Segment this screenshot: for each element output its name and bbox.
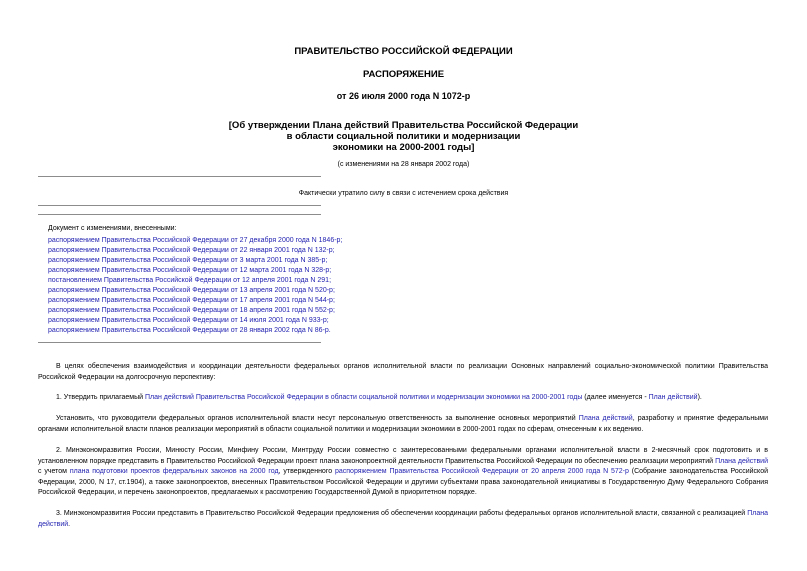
divider (38, 205, 321, 206)
intro-text: В целях обеспечения взаимодействия и координации деятельности федеральных органов исполнительной власти по реализации Основных направлений социально-экономической политики Правительства Российской Федерации на долгосрочную перспективу: (38, 363, 768, 381)
paragraph-text: , разработку и принятие федеральными органами исполнительной власти планов реализации мероприятий в области социальной политики и модернизации экономики в 2000-2001 годах по сферам, отнесенным к их ведению. (38, 415, 768, 433)
plan-short-link[interactable]: Плана действий (578, 415, 633, 422)
expired-note: Фактически утратило силу в связи с истечением срока действия (298, 190, 509, 197)
paragraph-text: с учетом (38, 468, 70, 475)
change-link[interactable]: распоряжением Правительства Российской Федерации от 14 июля 2001 года N 933-р; (48, 317, 329, 324)
change-link[interactable]: распоряжением Правительства Российской Федерации от 3 марта 2001 года N 385-р; (48, 257, 328, 264)
plan-link[interactable]: План действий Правительства Российской Федерации в области социальной политики и модернизации экономики на 2000-2001 годы (144, 394, 583, 401)
change-link[interactable]: постановлением Правительства Российской Федерации от 12 апреля 2001 года N 291; (48, 277, 332, 284)
change-link[interactable]: распоряжением Правительства Российской Федерации от 12 марта 2001 года N 328-р; (48, 267, 332, 274)
paragraph-text: , утвержденного (278, 468, 335, 475)
plan-short-link[interactable]: План действий (648, 394, 698, 401)
plan-short-link[interactable]: Плана действий (715, 457, 768, 465)
title-line-3: экономики на 2000-2001 годы] (332, 142, 475, 153)
paragraph-1 (38, 393, 768, 404)
paragraph-text: (далее именуется - (582, 394, 649, 401)
divider (38, 342, 321, 343)
document-type: РАСПОРЯЖЕНИЕ (362, 69, 445, 80)
change-link[interactable]: распоряжением Правительства Российской Федерации от 17 апреля 2001 года N 544-р; (48, 297, 335, 304)
paragraph-text: . (68, 520, 71, 528)
order-572-link[interactable]: распоряжением Правительства Российской Федерации от 20 апреля 2000 года N 572-р (334, 468, 629, 475)
intro-paragraph (38, 362, 768, 383)
changes-heading: Документ с изменениями, внесенными: (48, 225, 177, 232)
divider (38, 214, 321, 215)
change-link[interactable]: распоряжением Правительства Российской Федерации от 27 декабря 2000 года N 1846-р; (48, 237, 343, 244)
government-heading: ПРАВИТЕЛЬСТВО РОССИЙСКОЙ ФЕДЕРАЦИИ (294, 46, 513, 57)
change-link[interactable]: распоряжением Правительства Российской Федерации от 28 января 2002 года N 86-р. (48, 327, 331, 334)
paragraph-text: 1. Утвердить прилагаемый (56, 394, 145, 401)
paragraph-1b (38, 414, 768, 435)
paragraph-2 (38, 446, 768, 499)
paragraph-text: ). (697, 394, 702, 401)
document-date-number: от 26 июля 2000 года N 1072-р (336, 91, 471, 101)
change-link[interactable]: распоряжением Правительства Российской Федерации от 18 апреля 2001 года N 552-р; (48, 307, 335, 314)
change-link[interactable]: распоряжением Правительства Российской Федерации от 22 января 2001 года N 132-р; (48, 247, 335, 254)
divider (38, 176, 321, 177)
paragraph-text: 2. Минэкономразвития России, Минюсту России, Минфину России, Минтруду России совместно с заинтересованными федеральными органами исполнительной власти в 2-месячный срок подготовить и в установленном порядке представить в Правительство Российской Федерации проект плана законопроектной деятельности Правительства Российской Федерации по обеспечению реализации мероприятий (38, 447, 768, 465)
paragraph-text: Установить, что руководители федеральных органов исполнительной власти несут персональную ответственность за выполнение основных мероприятий (56, 415, 579, 422)
title-line-1: [Об утверждении Плана действий Правительства Российской Федерации (228, 120, 579, 131)
paragraph-3 (38, 509, 768, 530)
plan-short-link[interactable]: Плана действий (38, 510, 768, 528)
changes-note: (с изменениями на 28 января 2002 года) (337, 161, 470, 168)
law-plan-link[interactable]: плана подготовки проектов федеральных законов на 2000 год (69, 468, 279, 475)
document-title (0, 120, 807, 153)
change-link[interactable]: распоряжением Правительства Российской Федерации от 13 апреля 2001 года N 520-р; (48, 287, 335, 294)
paragraph-text: (Собрание законодательства Российской Федерации, 2000, N 17, ст.1904), а также законопроектов, внесенных Правительством Российской Федерации и другими субъектами права законодательной инициативы в Государственную Думу Федерального Собрания Российской Федерации, и перечень законопроектов, предлагаемых к рассмотрению Государственной Думой в приоритетном порядке. (38, 468, 769, 496)
paragraph-text: 3. Минэкономразвития России представить в Правительство Российской Федерации предложения об обеспечении координации работы федеральных органов исполнительной власти, связанной с реализацией (56, 510, 748, 517)
changes-list (48, 236, 342, 336)
title-line-2: в области социальной политики и модернизации (286, 131, 521, 142)
